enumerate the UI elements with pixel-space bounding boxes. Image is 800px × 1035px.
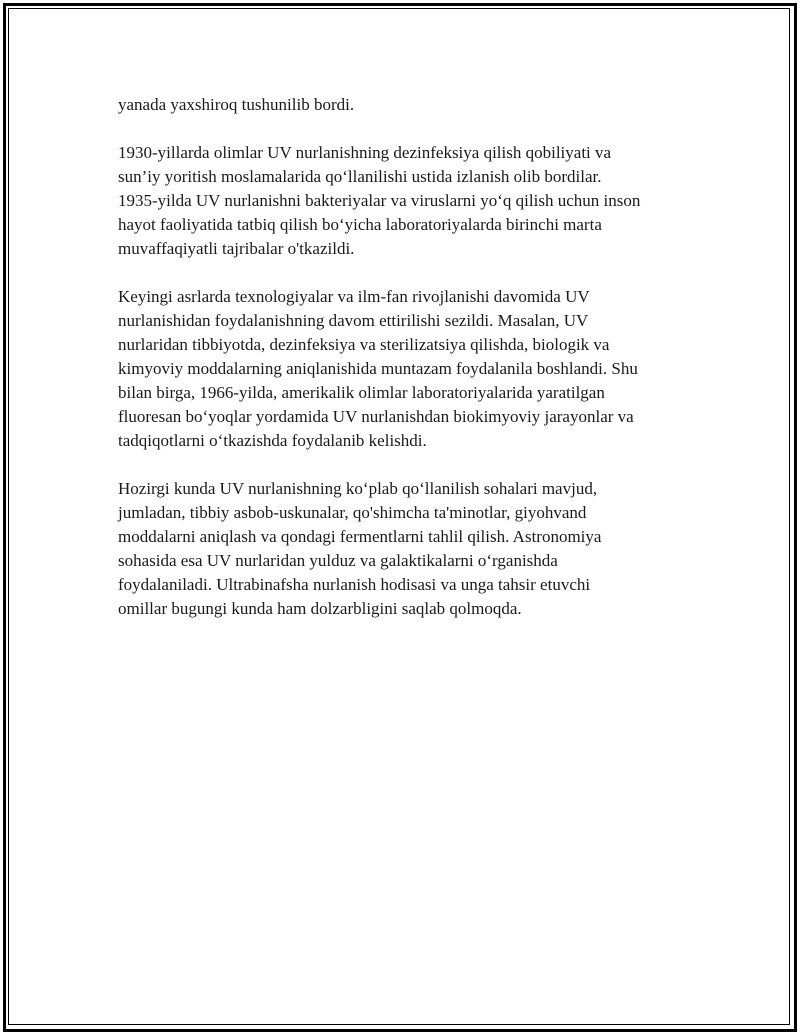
paragraph-continuation: yanada yaxshiroq tushunilib bordi. (118, 95, 355, 114)
paragraph-later-centuries: Keyingi asrlarda texnologiyalar va ilm-fan rivojlanishi davomida UV nurlanishidan foydalanishning davom ettirilishi sezildi. Masalan, UV nurlaridan tibbiyotda, dezinfeksiya va sterilizatsiya qilishda, biologik va kimyoviy moddalarning aniqlanishida muntazam foydalanila boshlandi. Shu bilan birga, 1966-yilda, amerikalik olimlar laboratoriyalarida yaratilgan fluoresan bo‘yoqlar yordamida UV nurlanishdan biokimyoviy jarayonlar va tadqiqotlarni o‘tkazishda foydalanib kelishdi. (118, 287, 638, 450)
paragraph-present-day: Hozirgi kunda UV nurlanishning ko‘plab qo‘llanilish sohalari mavjud, jumladan, tibbiy asbob-uskunalar, qo'shimcha ta'minotlar, giyohvand moddalarni aniqlash va qondagi fermentlarni tahlil qilish. Astronomiya sohasida esa UV nurlaridan yulduz va galaktikalarni o‘rganishda foydalaniladi. Ultrabinafsha nurlanish hodisasi va unga tahsir etuvchi omillar bugungi kunda ham dolzarbligini saqlab qolmoqda. (118, 479, 602, 618)
paragraph-1930s: 1930-yillarda olimlar UV nurlanishning dezinfeksiya qilish qobiliyati va sun’iy yoritish moslamalarida qo‘llanilishi ustida izlanish olib bordilar. 1935-yilda UV nurlanishni bakteriyalar va viruslarni yo‘q qilish uchun inson hayot faoliyatida tatbiq qilish bo‘yicha laboratoriyalarda birinchi marta muvaffaqiyatli tajribalar o'tkazildi. (118, 143, 641, 258)
document-body (118, 93, 698, 645)
